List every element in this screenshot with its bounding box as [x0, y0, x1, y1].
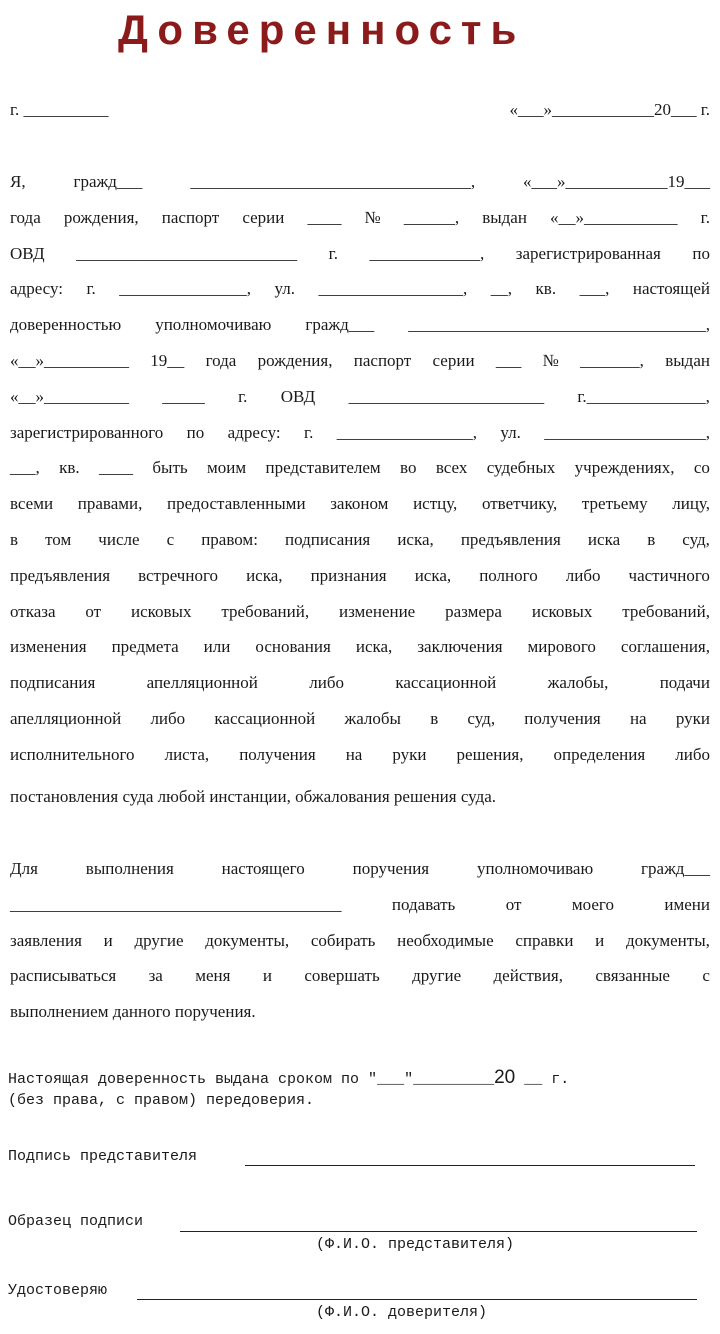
word: изменение	[338, 601, 416, 621]
text-line	[10, 314, 710, 336]
word: признания	[310, 565, 387, 585]
text-line	[10, 965, 710, 987]
word: _______________________	[348, 386, 545, 406]
word: требований,	[622, 601, 710, 621]
paragraph-authorization-last-line	[10, 786, 710, 808]
word: действия,	[493, 966, 563, 986]
text-line	[10, 672, 710, 694]
word: серии	[432, 351, 475, 370]
word: ул.	[500, 422, 521, 442]
word: г.	[304, 422, 314, 442]
word: меня	[195, 966, 231, 986]
word: истцу,	[413, 494, 458, 514]
word: документы,	[205, 930, 290, 950]
word: предоставленными	[167, 494, 306, 514]
word: иска	[587, 530, 621, 549]
word: рождения,	[257, 351, 333, 370]
word: лицу,	[672, 494, 710, 514]
word: иска,	[355, 637, 393, 657]
text-line	[10, 278, 710, 300]
word: документы,	[625, 930, 710, 950]
text-line	[10, 858, 710, 880]
word: г.	[328, 243, 338, 263]
word: ____	[99, 458, 134, 478]
word: ___________________,	[544, 422, 710, 442]
text-line	[10, 565, 710, 587]
word: ___,	[579, 279, 610, 299]
word: моим	[207, 458, 247, 478]
header-date: «___»____________20___ г.	[509, 100, 710, 119]
text-line	[10, 207, 710, 229]
paragraph-instructions-last-line	[10, 1001, 710, 1023]
word: встречного	[138, 565, 219, 585]
word: иска,	[246, 565, 283, 585]
word: года	[10, 207, 41, 227]
word: предмета	[111, 637, 179, 657]
word: числе	[98, 530, 140, 549]
sample-signature-label: Образец подписи	[8, 1213, 144, 1230]
word: _______________________________________	[10, 894, 342, 914]
word: _________________________________,	[190, 172, 476, 191]
word: доверенностью	[10, 315, 122, 335]
word: соглашения,	[620, 637, 710, 657]
word: изменения	[10, 637, 87, 657]
word: выдан	[665, 351, 710, 370]
word: _____________,	[369, 243, 485, 263]
word: Я,	[10, 172, 26, 191]
word: суд,	[467, 709, 496, 728]
word: серии	[242, 207, 285, 227]
text-line	[10, 243, 710, 265]
word: ОВД	[10, 243, 45, 263]
redelegation-line: (без права, с правом) передоверия.	[8, 1092, 315, 1109]
word: «__»__________	[10, 386, 129, 406]
word: совершать	[304, 966, 380, 986]
word: отказа	[10, 601, 56, 621]
word: ____	[307, 207, 342, 227]
word: апелляционной	[146, 673, 258, 693]
word: паспорт	[161, 207, 220, 227]
word: листа,	[164, 744, 210, 764]
term-year-prefix: 20	[494, 1067, 516, 1088]
word: частичного	[628, 565, 710, 585]
word: __________________________	[76, 243, 298, 263]
word: либо	[565, 565, 601, 585]
word: кв.	[59, 458, 80, 478]
word: г.	[700, 207, 710, 227]
certify-line	[137, 1299, 697, 1300]
word: жалобы	[344, 709, 401, 728]
word: подавать	[391, 894, 456, 914]
word: г.	[86, 279, 96, 299]
word: справки	[515, 930, 574, 950]
word: заявления	[10, 930, 82, 950]
word: от	[85, 601, 102, 621]
word: зарегистрированная	[515, 243, 661, 263]
word: гражд___	[305, 315, 375, 335]
text-line: постановления суда любой инстанции, обжалования решения суда.	[10, 787, 497, 806]
word: полного	[479, 565, 538, 585]
text-line	[10, 171, 710, 193]
word: г.______________,	[577, 386, 710, 406]
representative-signature-label: Подпись представителя	[8, 1148, 198, 1165]
word: всеми	[10, 494, 54, 514]
word: уполномочиваю	[477, 859, 594, 878]
text-line	[10, 457, 710, 479]
word: по	[692, 243, 710, 263]
word: выполнения	[85, 859, 174, 878]
text-line	[10, 493, 710, 515]
word: с	[166, 530, 175, 549]
word: ОВД	[280, 386, 316, 406]
word: рождения,	[63, 207, 139, 227]
text-line	[10, 708, 710, 730]
word: паспорт	[353, 351, 412, 370]
word: _________________,	[318, 279, 468, 299]
word: том	[45, 530, 72, 549]
word: собирать	[310, 930, 376, 950]
word: с	[702, 966, 710, 986]
word: Для	[10, 859, 38, 878]
word: другие	[412, 966, 462, 986]
text-line: выполнением данного поручения.	[10, 1002, 256, 1021]
word: решения,	[456, 744, 524, 764]
word: судебных	[486, 458, 556, 478]
header-line	[10, 99, 710, 121]
word: иска,	[414, 565, 452, 585]
word: жалобы,	[547, 673, 609, 693]
word: уполномочиваю	[155, 315, 272, 335]
word: исковых	[130, 601, 192, 621]
word: «__»___________	[550, 207, 678, 227]
word: подписания	[10, 673, 96, 693]
word: расписываться	[10, 966, 117, 986]
term-date-blanks: ___"_________	[377, 1071, 495, 1088]
word: определения	[553, 744, 646, 764]
word: ул.	[274, 279, 296, 299]
word: зарегистрированного	[10, 422, 164, 442]
word: представителем	[265, 458, 381, 478]
term-year-suffix: __ г.	[515, 1071, 570, 1088]
word: адресу:	[227, 422, 281, 442]
word: ___	[495, 351, 522, 370]
word: адресу:	[10, 279, 63, 299]
word: либо	[675, 744, 710, 764]
word: ответчику,	[481, 494, 558, 514]
word: либо	[309, 673, 344, 693]
word: ___,	[10, 458, 40, 478]
word: _______,	[580, 351, 644, 370]
text-line	[10, 422, 710, 444]
word: мирового	[527, 637, 596, 657]
word: в	[647, 530, 656, 549]
text-line	[10, 636, 710, 658]
text-line	[10, 894, 710, 916]
word: требований,	[221, 601, 310, 621]
word: правами,	[77, 494, 143, 514]
word: всех	[435, 458, 468, 478]
word: №	[542, 351, 559, 370]
word: предъявления	[10, 565, 111, 585]
word: на	[629, 709, 647, 728]
word: гражд___	[641, 859, 710, 878]
word: __,	[490, 279, 513, 299]
word: имени	[664, 894, 710, 914]
word: кассационной	[395, 673, 497, 693]
document-title: Доверенность	[118, 6, 526, 53]
word: от	[505, 894, 522, 914]
term-line	[8, 1068, 569, 1088]
text-line	[10, 744, 710, 766]
word: настоящего	[221, 859, 305, 878]
word: получения	[239, 744, 316, 764]
word: г.	[238, 386, 248, 406]
word: ______,	[403, 207, 460, 227]
word: по	[186, 422, 205, 442]
word: основания	[255, 637, 331, 657]
text-line	[10, 350, 710, 372]
word: моего	[571, 894, 614, 914]
word: суд,	[682, 530, 710, 549]
word: 19__	[150, 351, 185, 370]
word: кассационной	[214, 709, 316, 728]
word: другие	[134, 930, 184, 950]
word: исковых	[531, 601, 593, 621]
word: на	[345, 744, 363, 764]
word: «___»____________19___	[522, 172, 710, 191]
certify-label: Удостоверяю	[8, 1282, 108, 1299]
word: быть	[152, 458, 188, 478]
word: иска,	[397, 530, 434, 549]
text-line	[10, 601, 710, 623]
text-line	[10, 529, 710, 551]
word: исполнительного	[10, 744, 135, 764]
word: апелляционной	[10, 709, 122, 728]
word: выдан	[482, 207, 527, 227]
word: ___________________________________,	[408, 315, 710, 335]
term-text: Настоящая доверенность выдана сроком по "	[8, 1071, 378, 1088]
word: связанные	[595, 966, 670, 986]
word: законом	[330, 494, 389, 514]
word: или	[203, 637, 231, 657]
word: в	[430, 709, 439, 728]
word: и	[595, 930, 605, 950]
word: в	[10, 530, 19, 549]
word: года	[205, 351, 237, 370]
word: №	[364, 207, 381, 227]
word: и	[103, 930, 113, 950]
word: «__»__________	[10, 351, 129, 370]
text-line	[10, 930, 710, 952]
header-city: г. __________	[10, 100, 109, 119]
word: и	[262, 966, 272, 986]
sample-signature-caption: (Ф.И.О. представителя)	[316, 1236, 515, 1253]
word: получения	[524, 709, 601, 728]
word: руки	[675, 709, 710, 728]
sample-signature-line	[180, 1231, 697, 1232]
word: гражд___	[73, 172, 143, 191]
word: _____	[162, 386, 205, 406]
representative-signature-line	[245, 1165, 695, 1166]
certify-caption: (Ф.И.О. доверителя)	[316, 1304, 488, 1321]
word: за	[148, 966, 163, 986]
word: подписания	[284, 530, 371, 549]
word: _______________,	[119, 279, 252, 299]
word: либо	[150, 709, 186, 728]
word: настоящей	[632, 279, 710, 299]
word: со	[693, 458, 710, 478]
word: ________________,	[336, 422, 477, 442]
word: правом:	[201, 530, 258, 549]
word: размера	[445, 601, 502, 621]
word: кв.	[535, 279, 557, 299]
word: третьему	[581, 494, 648, 514]
word: поручения	[352, 859, 430, 878]
word: руки	[392, 744, 427, 764]
word: подачи	[659, 673, 710, 693]
word: необходимые	[397, 930, 494, 950]
text-line	[10, 386, 710, 408]
word: учреждениях,	[574, 458, 675, 478]
word: во	[400, 458, 417, 478]
word: предъявления	[460, 530, 561, 549]
word: заключения	[417, 637, 503, 657]
